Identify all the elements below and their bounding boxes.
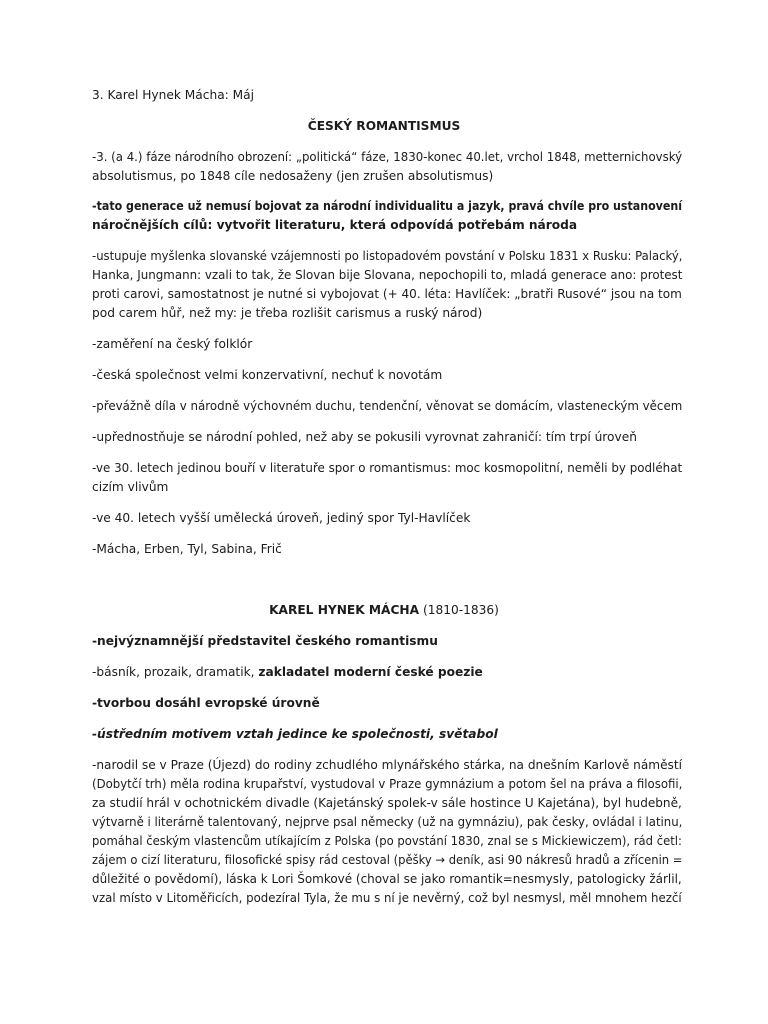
paragraph-line-bold-italic: -ústředním motivem vztah jedince ke společnosti, světabol [92,727,498,741]
paragraph-line: -zaměření na český folklór [92,337,253,351]
document-header: 3. Karel Hynek Mácha: Máj [92,88,255,102]
paragraph-line: za studií hrál v ochotnickém divadle (Kajetánský spolek-v sále hostince U Kajetána), byl hudebně, [92,796,682,810]
paragraph-line: -Mácha, Erben, Tyl, Sabina, Frič [92,542,282,556]
paragraph-line-bold: náročnějších cílů: vytvořit literaturu, která odpovídá potřebám národa [92,218,578,232]
paragraph-line: proti carovi, samostatnost je nutné si vybojovat (+ 40. léta: Havlíček: „bratři Rusové“ jsou na tom [92,287,682,301]
paragraph-line: pomáhal českým vlastencům utíkajícím z Polska (po povstání 1830, znal se s Mickiewiczem), rád četl: [92,834,682,848]
section-title-name: KAREL HYNEK MÁCHA [269,603,420,617]
paragraph-line: -ve 30. letech jedinou bouří v literatuře spor o romantismus: moc kosmopolitní, neměli by podléhat [92,461,683,475]
section-title-macha [0,601,768,620]
paragraph-line-bold: -tato generace už nemusí bojovat za národní individualitu a jazyk, pravá chvíle pro ustanovení [92,199,683,213]
paragraph-text-bold: zakladatel moderní české poezie [258,665,483,679]
section-title-cesky-romantismus: ČESKÝ ROMANTISMUS [307,119,461,133]
paragraph-line: -narodil se v Praze (Újezd) do rodiny zchudlého mlynářského stárka, na dnešním Karlově náměstí [92,758,682,772]
paragraph-line: -upřednostňuje se národní pohled, než aby se pokusili vyrovnat zahraničí: tím trpí úroveň [92,430,637,444]
paragraph-line: zájem o cizí literaturu, filosofické spisy rád cestoval (pěšky → deník, asi 90 nákresů hradů a zřícenin = [92,853,683,867]
paragraph-line-mixed [92,663,682,682]
paragraph-line: Hanka, Jungmann: vzali to tak, že Slovan bije Slovana, nepochopili to, mladá generace ano: protest [92,268,683,282]
paragraph-line: důležité o povědomí), láska k Lori Šomkové (choval se jako romantik=nesmysly, patologicky žárlil, [92,872,682,886]
paragraph-line: pod carem hůř, než my: je třeba rozlišit carismus a ruský národ) [92,306,483,320]
paragraph-text: -básník, prozaik, dramatik, [92,665,259,679]
paragraph-line: -3. (a 4.) fáze národního obrození: „politická“ fáze, 1830-konec 40.let, vrchol 1848, metternichovský [92,150,683,164]
paragraph-line-bold: -tvorbou dosáhl evropské úrovně [92,696,320,710]
paragraph-line-bold: -nejvýznamnější představitel českého romantismu [92,634,438,648]
paragraph-line: absolutismus, po 1848 cíle nedosaženy (jen zrušen absolutismus) [92,169,494,183]
paragraph-line: -ve 40. letech vyšší umělecká úroveň, jediný spor Tyl-Havlíček [92,511,471,525]
paragraph-line: vzal místo v Litoměřicích, podezíral Tyla, že mu s ní je nevěrný, což byl nesmysl, měl mnohem hezčí [92,891,682,905]
paragraph-line: -ustupuje myšlenka slovanské vzájemnosti po listopadovém povstání v Polsku 1831 x Rusku: Palacký, [92,249,683,263]
paragraph-line: cizím vlivům [92,480,169,494]
section-title-years: (1810-1836) [419,603,499,617]
paragraph-line: výtvarně i literárně talentovaný, nejprve psal německy (už na gymnáziu), pak česky, ovládal i latinu, [92,815,683,829]
paragraph-line: -převážně díla v národně výchovném duchu, tendenční, věnovat se domácím, vlasteneckým věcem [92,399,683,413]
paragraph-line: (Dobytčí trh) měla rodina krupařství, vystudoval v Praze gymnázium a potom šel na práva a filosofii, [92,777,683,791]
paragraph-line: -česká společnost velmi konzervativní, nechuť k novotám [92,368,443,382]
